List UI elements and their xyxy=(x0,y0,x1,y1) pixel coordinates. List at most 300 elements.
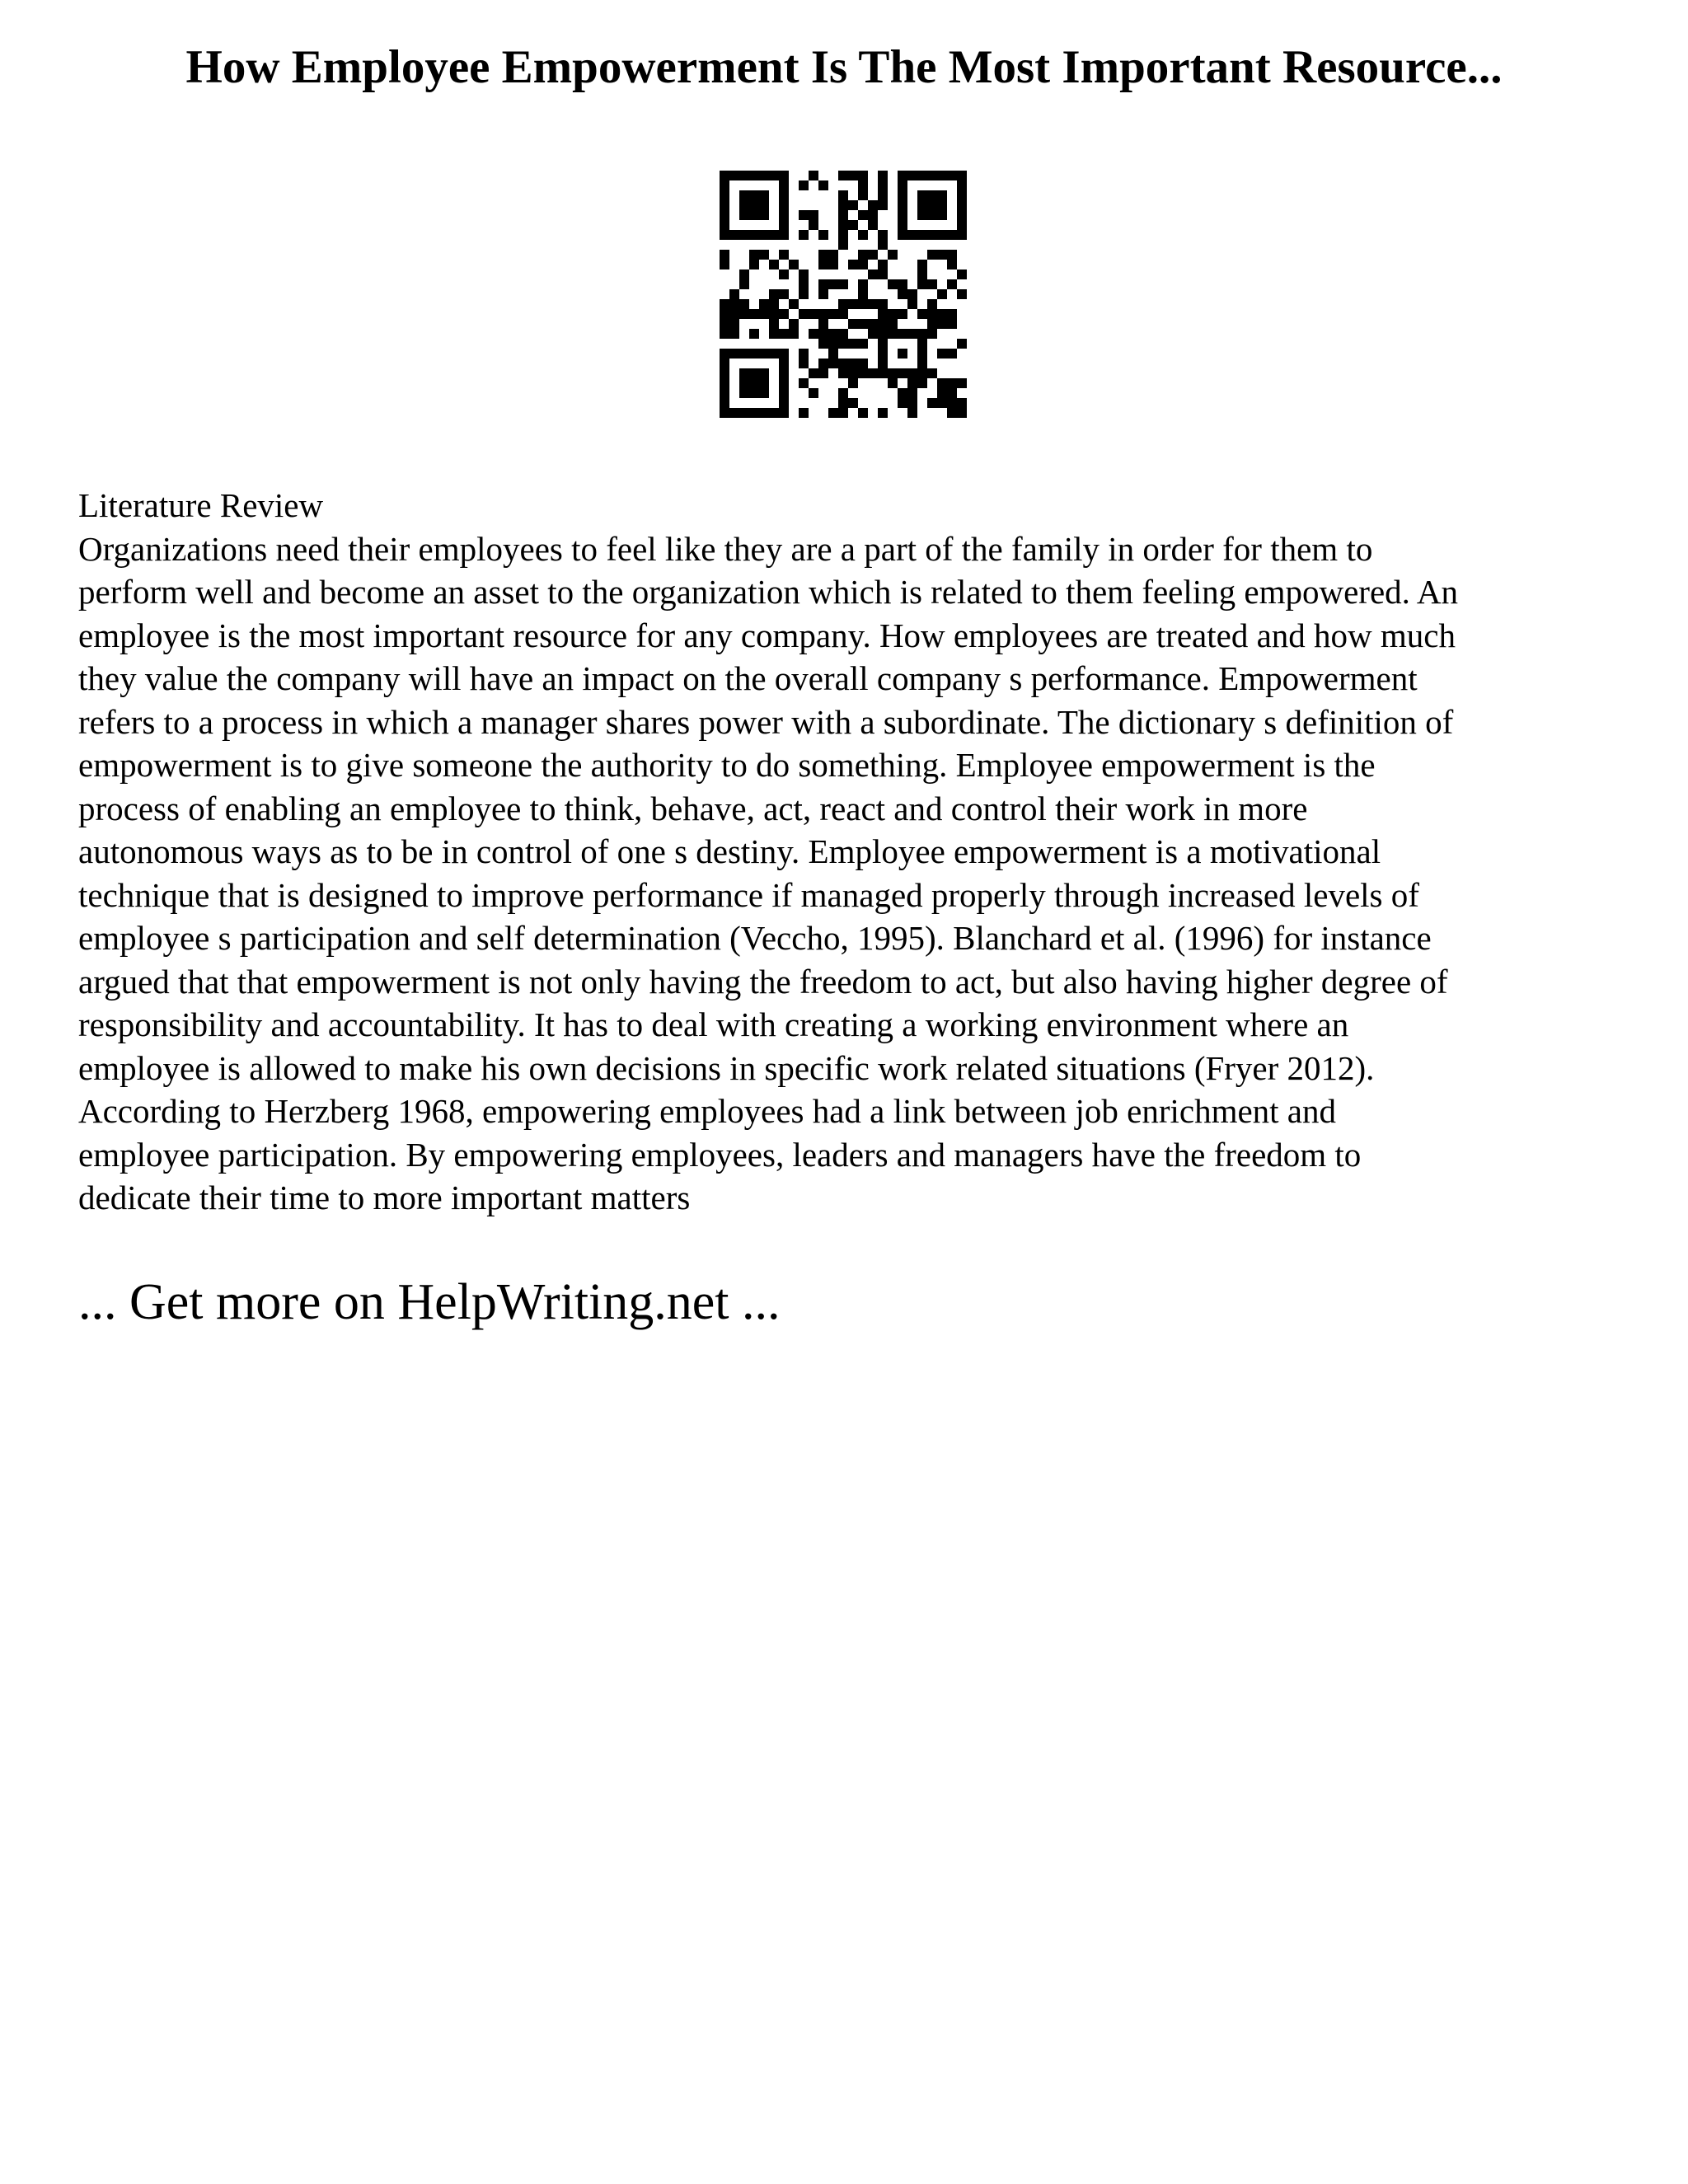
qr-module xyxy=(739,309,749,319)
qr-module xyxy=(878,368,888,378)
qr-module xyxy=(749,250,759,260)
qr-module xyxy=(720,190,729,200)
qr-module xyxy=(769,319,779,329)
qr-module xyxy=(720,388,729,398)
body-line: refers to a process in which a manager shares power with a subordinate. The dictionary s definition of xyxy=(78,702,1454,741)
qr-module xyxy=(878,260,888,269)
qr-module xyxy=(848,368,858,378)
qr-module xyxy=(878,171,888,180)
qr-module xyxy=(898,349,907,359)
qr-module xyxy=(888,378,898,388)
qr-module xyxy=(720,359,729,368)
qr-module xyxy=(720,319,729,329)
qr-module xyxy=(917,279,927,289)
qr-module xyxy=(828,329,838,339)
qr-module xyxy=(838,279,848,289)
qr-module xyxy=(759,171,769,180)
qr-module xyxy=(729,299,739,309)
qr-module xyxy=(779,180,789,190)
qr-module xyxy=(957,289,967,299)
qr-module xyxy=(720,408,729,418)
qr-module xyxy=(888,250,898,260)
qr-module xyxy=(749,408,759,418)
qr-module xyxy=(809,309,818,319)
qr-module xyxy=(799,210,809,220)
qr-module xyxy=(799,289,809,299)
qr-module xyxy=(739,388,749,398)
qr-module xyxy=(937,378,947,388)
qr-module xyxy=(838,398,848,408)
body-line: dedicate their time to more important matters xyxy=(78,1179,691,1216)
qr-module xyxy=(720,210,729,220)
qr-module xyxy=(878,359,888,368)
qr-module xyxy=(720,171,729,180)
qr-module xyxy=(878,180,888,190)
qr-module xyxy=(779,190,789,200)
qr-module xyxy=(759,388,769,398)
qr-module xyxy=(749,349,759,359)
qr-module xyxy=(848,299,858,309)
qr-module xyxy=(898,210,907,220)
qr-module xyxy=(868,250,878,260)
qr-module xyxy=(720,368,729,378)
qr-module xyxy=(888,279,898,289)
qr-module xyxy=(907,230,917,240)
qr-module xyxy=(848,378,858,388)
qr-module xyxy=(878,269,888,279)
qr-module xyxy=(858,180,868,190)
qr-module xyxy=(838,299,848,309)
qr-module xyxy=(799,408,809,418)
qr-module xyxy=(828,260,838,269)
qr-module xyxy=(927,210,937,220)
qr-module xyxy=(720,378,729,388)
qr-module xyxy=(759,378,769,388)
qr-module xyxy=(749,388,759,398)
qr-module xyxy=(779,408,789,418)
qr-module xyxy=(838,240,848,250)
qr-module xyxy=(769,171,779,180)
qr-module xyxy=(769,349,779,359)
qr-module xyxy=(828,279,838,289)
qr-module xyxy=(947,171,957,180)
qr-module xyxy=(838,368,848,378)
qr-module xyxy=(779,378,789,388)
qr-module xyxy=(878,200,888,210)
qr-module xyxy=(759,408,769,418)
qr-module xyxy=(868,220,878,230)
qr-module xyxy=(779,200,789,210)
qr-module xyxy=(868,210,878,220)
qr-module xyxy=(739,378,749,388)
qr-module xyxy=(937,171,947,180)
qr-module xyxy=(828,250,838,260)
qr-module xyxy=(818,250,828,260)
qr-module xyxy=(749,171,759,180)
qr-module xyxy=(720,260,729,269)
qr-module xyxy=(729,319,739,329)
qr-module xyxy=(937,388,947,398)
qr-module xyxy=(779,398,789,408)
qr-module xyxy=(917,329,927,339)
qr-module xyxy=(818,260,828,269)
qr-module xyxy=(917,230,927,240)
qr-module xyxy=(739,269,749,279)
qr-module xyxy=(838,230,848,240)
qr-module xyxy=(927,171,937,180)
page-title: How Employee Empowerment Is The Most Important Resource... xyxy=(185,41,1503,93)
qr-module xyxy=(878,349,888,359)
qr-module xyxy=(729,171,739,180)
qr-module xyxy=(759,299,769,309)
qr-module xyxy=(720,309,729,319)
qr-module xyxy=(809,210,818,220)
qr-module xyxy=(907,388,917,398)
qr-module xyxy=(739,408,749,418)
qr-module xyxy=(858,250,868,260)
qr-module xyxy=(878,299,888,309)
qr-module xyxy=(917,359,927,368)
qr-module xyxy=(898,368,907,378)
qr-module xyxy=(818,339,828,349)
qr-module xyxy=(927,279,937,289)
qr-module xyxy=(927,319,937,329)
qr-module xyxy=(898,230,907,240)
qr-module xyxy=(739,230,749,240)
qr-module xyxy=(720,220,729,230)
qr-module xyxy=(927,250,937,260)
qr-module xyxy=(759,349,769,359)
qr-module xyxy=(868,319,878,329)
qr-module xyxy=(749,378,759,388)
qr-module xyxy=(769,289,779,299)
qr-module xyxy=(799,180,809,190)
body-line: perform well and become an asset to the organization which is related to them feeling empowered. An xyxy=(78,573,1458,611)
qr-module xyxy=(907,329,917,339)
qr-module xyxy=(799,349,809,359)
qr-module xyxy=(907,378,917,388)
body-paragraph xyxy=(78,527,1628,1220)
qr-module xyxy=(759,200,769,210)
qr-module xyxy=(779,359,789,368)
qr-module xyxy=(878,240,888,250)
qr-module xyxy=(818,368,828,378)
qr-module xyxy=(907,398,917,408)
qr-module xyxy=(739,279,749,289)
qr-module xyxy=(749,309,759,319)
qr-module xyxy=(838,408,848,418)
qr-module xyxy=(898,171,907,180)
qr-module xyxy=(858,319,868,329)
qr-module xyxy=(888,319,898,329)
qr-module xyxy=(769,299,779,309)
qr-module xyxy=(917,171,927,180)
qr-module xyxy=(720,329,729,339)
qr-module xyxy=(927,190,937,200)
qr-module xyxy=(809,368,818,378)
body-line: employee is allowed to make his own decisions in specific work related situations (Fryer 2012). xyxy=(78,1048,1375,1087)
qr-module xyxy=(878,319,888,329)
qr-module xyxy=(759,230,769,240)
qr-module xyxy=(769,329,779,339)
qr-module xyxy=(848,260,858,269)
qr-module xyxy=(858,190,868,200)
qr-module xyxy=(937,309,947,319)
qr-module xyxy=(957,190,967,200)
qr-module xyxy=(927,200,937,210)
qr-code-icon xyxy=(720,171,967,418)
qr-module xyxy=(898,388,907,398)
qr-module xyxy=(937,200,947,210)
qr-module xyxy=(809,220,818,230)
qr-module xyxy=(917,260,927,269)
qr-module xyxy=(848,359,858,368)
qr-module xyxy=(957,398,967,408)
qr-module xyxy=(739,200,749,210)
qr-module xyxy=(818,180,828,190)
qr-module xyxy=(789,329,799,339)
qr-module xyxy=(818,309,828,319)
qr-module xyxy=(739,210,749,220)
qr-module xyxy=(937,230,947,240)
qr-module xyxy=(898,398,907,408)
qr-module xyxy=(927,309,937,319)
body-line: Organizations need their employees to feel like they are a part of the family in order for them to xyxy=(78,529,1373,568)
qr-module xyxy=(848,200,858,210)
cta-link[interactable]: ... Get more on HelpWriting.net ... xyxy=(78,1274,781,1330)
body-line: empowerment is to give someone the authority to do something. Employee empowerment is the xyxy=(78,746,1376,784)
qr-module xyxy=(720,398,729,408)
qr-module xyxy=(749,230,759,240)
qr-module xyxy=(729,230,739,240)
body-line: process of enabling an employee to think, behave, act, react and control their work in more xyxy=(78,789,1308,827)
body-line: According to Herzberg 1968, empowering employees had a link between job enrichment and xyxy=(78,1092,1337,1130)
qr-module xyxy=(947,230,957,240)
qr-module xyxy=(907,171,917,180)
qr-module xyxy=(749,200,759,210)
qr-module xyxy=(947,408,957,418)
qr-module xyxy=(898,190,907,200)
qr-module xyxy=(937,190,947,200)
qr-module xyxy=(729,329,739,339)
qr-module xyxy=(809,329,818,339)
qr-module xyxy=(917,309,927,319)
qr-module xyxy=(838,329,848,339)
qr-module xyxy=(838,210,848,220)
body-line: employee s participation and self determination (Veccho, 1995). Blanchard et al. (1996) for instance xyxy=(78,919,1432,957)
qr-module xyxy=(907,368,917,378)
qr-module xyxy=(947,388,957,398)
qr-module xyxy=(907,289,917,299)
qr-module xyxy=(739,368,749,378)
qr-module xyxy=(789,319,799,329)
qr-module xyxy=(957,180,967,190)
qr-module xyxy=(947,398,957,408)
qr-module xyxy=(868,269,878,279)
qr-module xyxy=(759,368,769,378)
qr-module xyxy=(779,171,789,180)
qr-module xyxy=(729,309,739,319)
qr-module xyxy=(917,368,927,378)
qr-module xyxy=(917,349,927,359)
qr-module xyxy=(809,388,818,398)
qr-module xyxy=(937,250,947,260)
qr-module xyxy=(937,319,947,329)
qr-module xyxy=(878,230,888,240)
qr-module xyxy=(858,210,868,220)
qr-module xyxy=(858,408,868,418)
qr-module xyxy=(809,171,818,180)
qr-module xyxy=(720,250,729,260)
qr-module xyxy=(799,359,809,368)
qr-module xyxy=(749,329,759,339)
qr-module xyxy=(739,171,749,180)
qr-module xyxy=(769,408,779,418)
qr-module xyxy=(917,200,927,210)
qr-module xyxy=(878,309,888,319)
qr-module xyxy=(957,210,967,220)
qr-module xyxy=(818,289,828,299)
qr-module xyxy=(888,329,898,339)
qr-module xyxy=(779,368,789,378)
qr-module xyxy=(838,339,848,349)
qr-module xyxy=(749,210,759,220)
qr-module xyxy=(858,368,868,378)
qr-module xyxy=(720,200,729,210)
qr-module xyxy=(828,349,838,359)
qr-module xyxy=(957,269,967,279)
qr-module xyxy=(848,319,858,329)
qr-module xyxy=(720,230,729,240)
qr-module xyxy=(779,309,789,319)
qr-module xyxy=(779,289,789,299)
qr-module xyxy=(898,220,907,230)
qr-module xyxy=(848,339,858,349)
qr-module xyxy=(888,309,898,319)
qr-module xyxy=(917,210,927,220)
qr-module xyxy=(947,279,957,289)
qr-module xyxy=(779,269,789,279)
qr-module xyxy=(858,299,868,309)
qr-module xyxy=(868,368,878,378)
qr-module xyxy=(729,349,739,359)
qr-module xyxy=(917,378,927,388)
qr-module xyxy=(779,220,789,230)
qr-module xyxy=(937,289,947,299)
body-line: technique that is designed to improve performance if managed properly through increased levels of xyxy=(78,875,1419,914)
qr-module xyxy=(888,368,898,378)
qr-module xyxy=(858,171,868,180)
qr-module xyxy=(818,279,828,289)
qr-module xyxy=(957,408,967,418)
qr-module xyxy=(828,339,838,349)
qr-module xyxy=(898,279,907,289)
qr-module xyxy=(799,269,809,279)
qr-module xyxy=(947,319,957,329)
qr-module xyxy=(898,180,907,190)
qr-module xyxy=(769,260,779,269)
qr-module xyxy=(739,299,749,309)
qr-module xyxy=(818,230,828,240)
body-line: autonomous ways as to be in control of one s destiny. Employee empowerment is a motivational xyxy=(78,832,1381,870)
qr-module xyxy=(898,329,907,339)
qr-module xyxy=(927,398,937,408)
qr-module xyxy=(868,329,878,339)
qr-module xyxy=(957,200,967,210)
body-line: they value the company will have an impact on the overall company s performance. Empowerment xyxy=(78,659,1418,697)
qr-module xyxy=(759,190,769,200)
qr-module xyxy=(779,329,789,339)
qr-module xyxy=(779,250,789,260)
qr-module xyxy=(907,299,917,309)
qr-module xyxy=(828,408,838,418)
body-line: argued that that empowerment is not only having the freedom to act, but also having higher degree of xyxy=(78,962,1448,1001)
qr-module xyxy=(927,368,937,378)
qr-module xyxy=(927,329,937,339)
qr-module xyxy=(858,260,868,269)
qr-module xyxy=(898,200,907,210)
qr-module xyxy=(828,359,838,368)
qr-module xyxy=(799,279,809,289)
section-heading: Literature Review xyxy=(78,486,324,524)
qr-module xyxy=(838,359,848,368)
qr-module xyxy=(858,359,868,368)
qr-module xyxy=(779,349,789,359)
qr-module xyxy=(749,368,759,378)
qr-module xyxy=(779,388,789,398)
qr-module xyxy=(769,230,779,240)
qr-module xyxy=(858,279,868,289)
qr-module xyxy=(917,190,927,200)
qr-module xyxy=(789,299,799,309)
qr-module xyxy=(838,388,848,398)
qr-module xyxy=(957,378,967,388)
qr-module xyxy=(799,378,809,388)
qr-module xyxy=(759,250,769,260)
qr-module xyxy=(749,260,759,269)
qr-module xyxy=(720,349,729,359)
qr-module xyxy=(818,329,828,339)
qr-module xyxy=(838,309,848,319)
qr-module xyxy=(947,349,957,359)
qr-module xyxy=(828,309,838,319)
qr-module xyxy=(937,349,947,359)
qr-module xyxy=(937,398,947,408)
qr-module xyxy=(898,289,907,299)
qr-module xyxy=(838,220,848,230)
qr-module xyxy=(957,230,967,240)
qr-module xyxy=(729,408,739,418)
qr-module xyxy=(848,398,858,408)
qr-module xyxy=(749,190,759,200)
qr-module xyxy=(720,299,729,309)
qr-module xyxy=(729,289,739,299)
qr-module xyxy=(858,289,868,299)
qr-module xyxy=(739,349,749,359)
qr-module xyxy=(838,200,848,210)
qr-module xyxy=(858,339,868,349)
qr-module xyxy=(838,190,848,200)
qr-module xyxy=(878,339,888,349)
qr-module xyxy=(720,180,729,190)
qr-module xyxy=(878,408,888,418)
qr-module xyxy=(878,190,888,200)
qr-module xyxy=(818,319,828,329)
qr-module xyxy=(947,260,957,269)
qr-module xyxy=(878,329,888,339)
qr-module xyxy=(769,309,779,319)
qr-module xyxy=(898,309,907,319)
